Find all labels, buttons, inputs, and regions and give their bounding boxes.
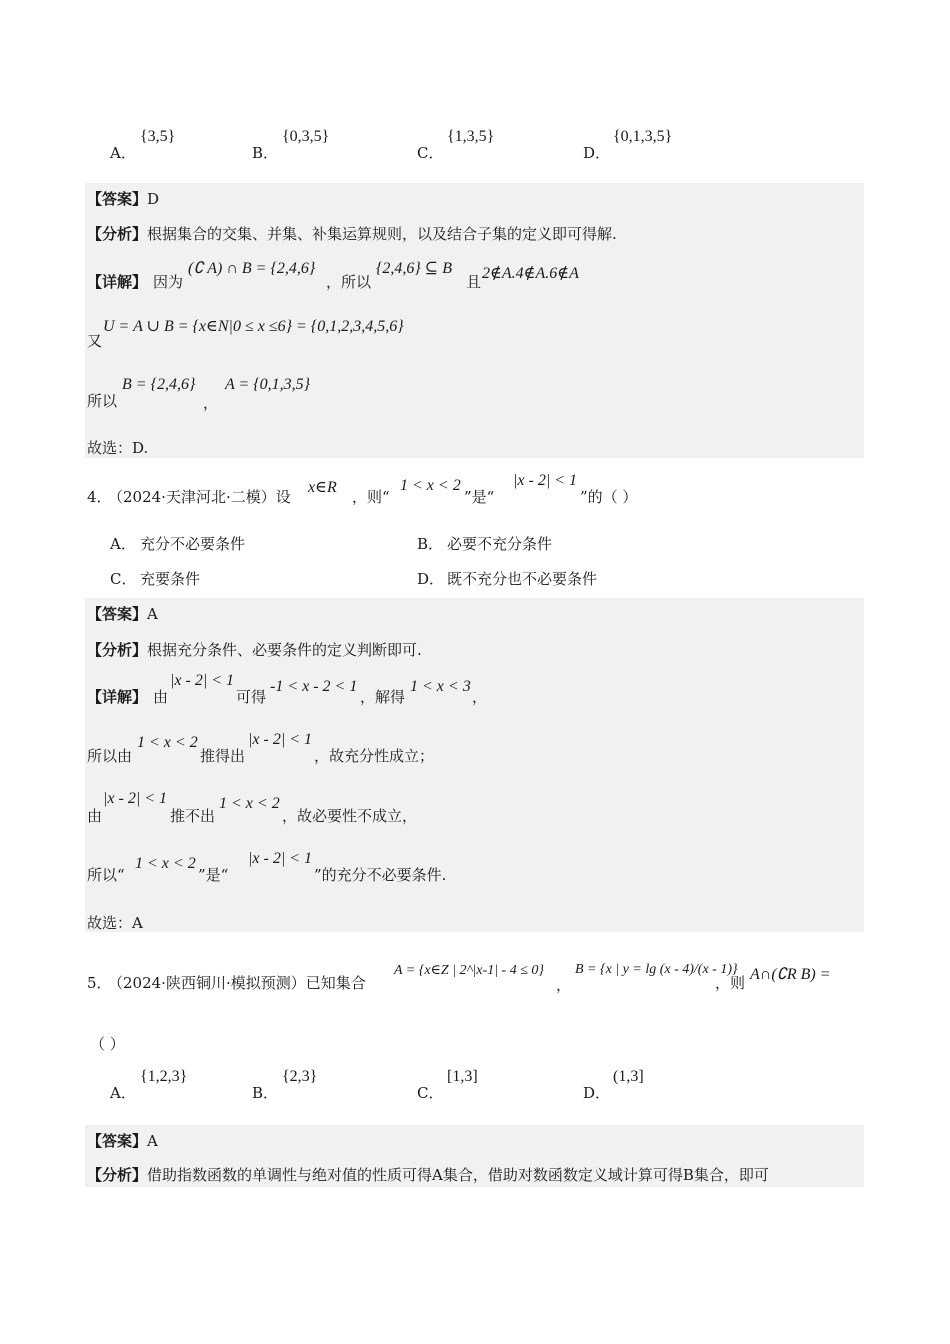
q3-option-c-label: C．	[417, 144, 444, 162]
q5-option-d-label: D．	[583, 1084, 611, 1102]
q4-option-b-text: 必要不充分条件	[447, 535, 553, 553]
q5-answer	[87, 1130, 158, 1151]
math-expression: 1 < x < 2	[135, 855, 196, 872]
detail-text: ，解得	[360, 688, 406, 706]
q4-option-c-text: 充要条件	[140, 570, 201, 588]
question-text: ”是“	[464, 488, 495, 506]
question-text: （2024·陕西铜川·模拟预测）已知集合	[108, 974, 366, 992]
math-expression: A = {x∈Z | 2^|x-1| - 4 ≤ 0}	[394, 963, 544, 978]
q4-answer	[87, 603, 158, 624]
detail-text: ”的充分不必要条件.	[314, 866, 447, 884]
q5-analysis	[87, 1164, 769, 1185]
answer-tag: 【答案】	[87, 1132, 148, 1150]
q4-option-d-text: 既不充分也不必要条件	[447, 570, 598, 588]
answer-tag: 【答案】	[87, 190, 148, 208]
math-expression: |x - 2| < 1	[170, 672, 235, 689]
math-expression: B = {x | y = lg (x - 4)/(x - 1)}	[575, 962, 738, 977]
math-expression: -1 < x - 2 < 1	[270, 678, 358, 695]
detail-text: ，故充分性成立；	[314, 747, 435, 765]
math-expression: |x - 2| < 1	[248, 731, 313, 748]
q4-option-d-label: D．	[417, 570, 445, 588]
q3-option-a-label: A．	[110, 144, 136, 162]
math-expression: U = A ∪ B = {x∈N|0 ≤ x ≤6} = {0,1,2,3,4,5,6}	[103, 318, 404, 335]
answer-text: D	[147, 190, 160, 208]
detail-text: 又	[87, 332, 103, 350]
question-text: ，则	[715, 974, 746, 992]
q3-option-c-math: {1,3,5}	[447, 128, 495, 145]
detail-tag: 【详解】	[87, 688, 148, 706]
analysis-tag: 【分析】	[87, 641, 148, 659]
detail-text: 由	[87, 807, 103, 825]
question-text: ”的（ ）	[580, 488, 638, 506]
detail-text: ，故必要性不成立，	[282, 807, 418, 825]
detail-text: 推得出	[200, 747, 246, 765]
q3-analysis	[87, 223, 617, 244]
answer-text: A	[147, 605, 158, 623]
question-text: ，则“	[352, 488, 390, 506]
q5-option-a-math: {1,2,3}	[140, 1068, 188, 1085]
analysis-tag: 【分析】	[87, 225, 148, 243]
math-expression: B = {2,4,6}	[122, 376, 196, 393]
question-number: 4．	[87, 488, 112, 506]
q3-option-d-math: {0,1,3,5}	[613, 128, 673, 145]
math-expression: {2,4,6} ⊆ B	[376, 260, 452, 277]
q3-option-b-label: B．	[252, 144, 279, 162]
analysis-tag: 【分析】	[87, 1166, 148, 1184]
math-expression: 1 < x < 2	[137, 734, 198, 751]
q5-option-b-label: B．	[252, 1084, 279, 1102]
q3-option-d-label: D．	[583, 144, 611, 162]
detail-text: ”是“	[198, 866, 229, 884]
question-number: 5．	[87, 974, 112, 992]
math-expression: x∈R	[308, 479, 337, 496]
math-expression: |x - 2| < 1	[103, 790, 168, 807]
detail-text: 故选：D.	[87, 439, 149, 457]
q4-option-a-text: 充分不必要条件	[140, 535, 246, 553]
math-expression: 1 < x < 3	[410, 678, 471, 695]
detail-text: 所以由	[87, 747, 133, 765]
math-expression: |x - 2| < 1	[248, 850, 313, 867]
detail-tag: 【详解】	[87, 273, 148, 291]
detail-text: 且	[466, 273, 482, 291]
analysis-text: 根据集合的交集、并集、补集运算规则，以及结合子集的定义即可得解.	[147, 225, 617, 243]
q3-option-b-math: {0,3,5}	[282, 128, 330, 145]
q5-option-c-math: [1,3]	[447, 1068, 478, 1085]
q3-answer	[87, 188, 159, 209]
q5-option-d-math: (1,3]	[613, 1068, 644, 1085]
q4-option-c-label: C．	[110, 570, 137, 588]
math-expression: |x - 2| < 1	[513, 472, 578, 489]
q5-option-c-label: C．	[417, 1084, 444, 1102]
analysis-text: 借助指数函数的单调性与绝对值的性质可得A集合，借助对数函数定义域计算可得B集合，即可	[147, 1166, 769, 1184]
q5-option-b-math: {2,3}	[282, 1068, 318, 1085]
detail-text: ，所以	[326, 273, 372, 291]
detail-text: 由	[153, 688, 169, 706]
q4-analysis	[87, 639, 422, 660]
question-text: （ ）	[90, 1035, 125, 1053]
detail-text: ，	[472, 688, 488, 706]
math-expression: 1 < x < 2	[400, 477, 461, 494]
analysis-text: 根据充分条件、必要条件的定义判断即可.	[147, 641, 422, 659]
detail-text: 所以“	[87, 866, 125, 884]
detail-text: 推不出	[170, 807, 216, 825]
detail-text: 可得	[236, 688, 267, 706]
q5-option-a-label: A．	[110, 1084, 136, 1102]
q3-option-a-math: {3,5}	[140, 128, 176, 145]
q4-option-a-label: A．	[110, 535, 136, 553]
math-expression: 2∉A.4∉A.6∉A	[482, 265, 579, 282]
detail-text: ，	[203, 394, 219, 412]
math-expression: A∩(∁R B) =	[750, 966, 831, 983]
math-expression: 1 < x < 2	[219, 795, 280, 812]
question-text: ，	[556, 976, 572, 994]
detail-text: 所以	[87, 392, 118, 410]
q4-option-b-label: B．	[417, 535, 444, 553]
math-expression: (∁ A) ∩ B = {2,4,6}	[188, 260, 316, 277]
math-expression: A = {0,1,3,5}	[225, 376, 311, 393]
detail-text: 因为	[153, 273, 184, 291]
answer-tag: 【答案】	[87, 605, 148, 623]
answer-text: A	[147, 1132, 158, 1150]
detail-text: 故选：A	[87, 914, 143, 932]
question-text: （2024·天津河北·二模）设	[108, 488, 291, 506]
